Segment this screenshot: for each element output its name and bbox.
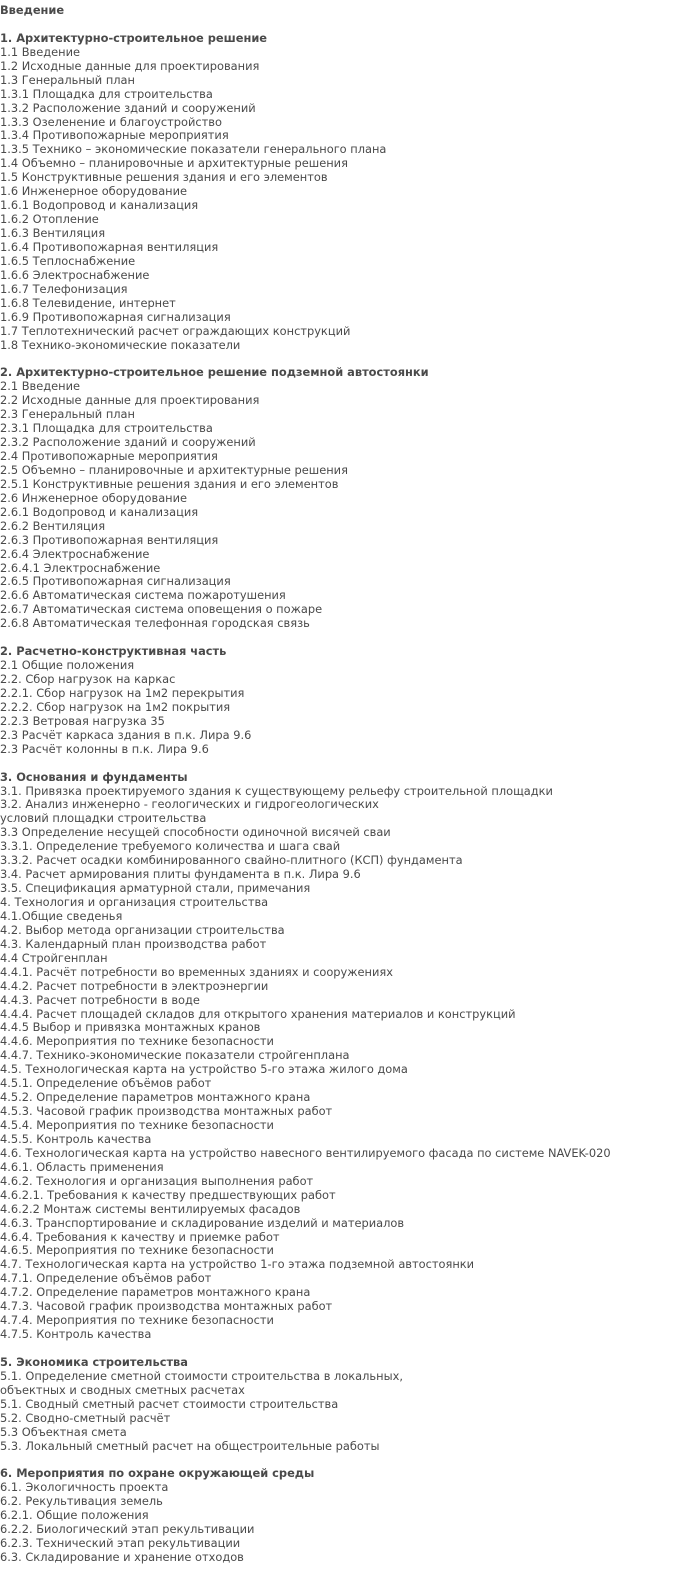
section-heading: 2. Архитектурно-строительное решение подземной автостоянки (0, 365, 429, 380)
toc-entry: 6.2.3. Технический этап рекультивации (0, 1536, 241, 1551)
section-heading: 3. Основания и фундаменты (0, 769, 188, 784)
toc-entry: 2.3.2 Расположение зданий и сооружений (0, 435, 256, 450)
toc-entry: 4.3. Календарный план производства работ (0, 936, 267, 951)
toc-entry: 2.5.1 Конструктивные решения здания и его элементов (0, 476, 339, 491)
toc-entry: 6.3. Складирование и хранение отходов (0, 1550, 244, 1565)
toc-entry: 1.6.2 Отопление (0, 212, 99, 227)
toc-entry: 3.1. Привязка проектируемого здания к существующему рельефу строительной площадки (0, 783, 553, 798)
toc-entry: 2.6.7 Автоматическая система оповещения о пожаре (0, 602, 323, 617)
toc-entry: 2.2.2. Сбор нагрузок на 1м2 покрытия (0, 699, 231, 714)
toc-entry: 6.2.1. Общие положения (0, 1508, 149, 1523)
toc-entry: 4.4.5 Выбор и привязка монтажных кранов (0, 1020, 261, 1035)
toc-entry: 1.3.5 Технико – экономические показатели генерального плана (0, 142, 387, 157)
toc-entry: 2.6.8 Автоматическая телефонная городская связь (0, 616, 310, 631)
section-spacer (0, 1342, 700, 1356)
toc-entry: 4.7.4. Мероприятия по технике безопасности (0, 1313, 274, 1328)
toc-entry: 1.7 Теплотехнический расчет ограждающих конструкций (0, 323, 351, 338)
toc-entry: 2.6.2 Вентиляция (0, 518, 106, 533)
toc-entry: 1.3.1 Площадка для строительства (0, 86, 213, 101)
toc-entry: 5.2. Сводно-сметный расчёт (0, 1410, 171, 1425)
toc-entry: 1.3.2 Расположение зданий и сооружений (0, 100, 256, 115)
toc-entry: 2.3 Расчёт каркаса здания в п.к. Лира 9.6 (0, 727, 252, 742)
toc-entry: 4.5.4. Мероприятия по технике безопасности (0, 1118, 274, 1132)
toc-entry: 5.1. Сводный сметный расчет стоимости строительства (0, 1396, 339, 1411)
toc-entry: 2.2.1. Сбор нагрузок на 1м2 перекрытия (0, 685, 245, 700)
toc-entry: 2.3 Генеральный план (0, 407, 135, 422)
toc-entry: 2.6.3 Противопожарная вентиляция (0, 532, 219, 547)
toc-entry: 2.2. Сбор нагрузок на каркас (0, 672, 176, 686)
toc-entry: 4.6.4. Требования к качеству и приемке работ (0, 1229, 280, 1244)
toc-entry: 1.6.5 Теплоснабжение (0, 253, 136, 268)
toc-entry: 4. Технология и организация строительства (0, 895, 269, 909)
toc-entry: 3.3.2. Расчет осадки комбинированного свайно-плитного (КСП) фундамента (0, 853, 463, 868)
toc-entry: 4.5.5. Контроль качества (0, 1131, 152, 1146)
toc-entry: 6.1. Экологичность проекта (0, 1480, 169, 1495)
section-heading: Введение (0, 3, 65, 17)
toc-entry: 6.2.2. Биологический этап рекультивации (0, 1522, 255, 1537)
toc-entry: 4.5.1. Определение объёмов работ (0, 1076, 212, 1091)
toc-entry: 1.3 Генеральный план (0, 72, 135, 87)
toc-entry: 5.3. Локальный сметный расчет на общестроительные работы (0, 1438, 380, 1453)
toc-entry: 4.6.3. Транспортирование и складирование изделий и материалов (0, 1215, 405, 1230)
section-spacer (0, 352, 700, 366)
toc-entry: 1.4 Объемно – планировочные и архитектурные решения (0, 156, 348, 171)
toc-entry: 2.2.3 Ветровая нагрузка 35 (0, 713, 165, 728)
toc-entry: 1.6.4 Противопожарная вентиляция (0, 239, 219, 254)
toc-entry: 4.6.1. Область применения (0, 1159, 164, 1174)
toc-entry: 1.6.7 Телефонизация (0, 281, 128, 296)
toc-entry: 3.2. Анализ инженерно - геологических и гидрогеологических (0, 797, 379, 812)
toc-entry: 4.7. Технологическая карта на устройство 1-го этажа подземной автостоянки (0, 1257, 475, 1272)
toc-entry: 4.4.4. Расчет площадей складов для открытого хранения материалов и конструкций (0, 1006, 516, 1021)
toc-entry: 1.6.1 Водопровод и канализация (0, 198, 199, 213)
toc-entry: 2.6.4 Электроснабжение (0, 546, 150, 561)
toc-entry: 4.4.6. Мероприятия по технике безопасности (0, 1034, 274, 1049)
toc-entry: 4.7.3. Часовой график производства монтажных работ (0, 1299, 333, 1314)
toc-entry: 4.4.2. Расчет потребности в электроэнергии (0, 978, 269, 993)
toc-entry: 4.7.2. Определение параметров монтажного крана (0, 1285, 311, 1300)
toc-entry: 2.3.1 Площадка для строительства (0, 421, 213, 436)
toc-entry: 6.2. Рекультивация земель (0, 1494, 163, 1509)
toc-entry: 1.6.8 Телевидение, интернет (0, 295, 176, 310)
toc-entry: 1.5 Конструктивные решения здания и его элементов (0, 170, 328, 185)
toc-entry: объектных и сводных сметных расчетах (0, 1382, 245, 1397)
toc-entry: 4.1.Общие сведенья (0, 908, 123, 923)
section-heading: 2. Расчетно-конструктивная часть (0, 644, 227, 659)
section-heading: 6. Мероприятия по охране окружающей среды (0, 1466, 315, 1481)
toc-entry: 1.8 Технико-экономические показатели (0, 337, 241, 352)
toc-entry: 1.1 Введение (0, 44, 81, 59)
section-spacer (0, 631, 700, 645)
toc-entry: 4.6. Технологическая карта на устройство навесного вентилируемого фасада по системе NAVEK-020 (0, 1145, 611, 1160)
toc-entry: 4.6.5. Мероприятия по технике безопасности (0, 1243, 274, 1258)
toc-entry: 5.3 Объектная смета (0, 1424, 127, 1439)
toc-entry: 1.3.3 Озеленение и благоустройство (0, 114, 222, 129)
section-spacer (0, 18, 700, 32)
toc-entry: 4.6.2. Технология и организация выполнения работ (0, 1173, 314, 1188)
section-spacer (0, 757, 700, 771)
toc-entry: 5.1. Определение сметной стоимости строительства в локальных, (0, 1368, 403, 1383)
toc-entry: 1.2 Исходные данные для проектирования (0, 58, 260, 73)
toc-entry: 2.2 Исходные данные для проектирования (0, 393, 260, 408)
toc-entry: 4.4 Стройгенплан (0, 950, 108, 965)
toc-entry: 4.6.2.1. Требования к качеству предшествующих работ (0, 1187, 336, 1202)
toc-entry: 4.2. Выбор метода организации строительства (0, 922, 285, 937)
toc-entry: 2.6 Инженерное оборудование (0, 490, 188, 505)
toc-entry: 2.1 Общие положения (0, 658, 135, 673)
toc-entry: 3.3.1. Определение требуемого количества и шага свай (0, 839, 341, 854)
toc-entry: 1.6.3 Вентиляция (0, 226, 106, 240)
toc-entry: 4.4.1. Расчёт потребности во временных зданиях и сооружениях (0, 964, 393, 979)
toc-entry: 1.6 Инженерное оборудование (0, 184, 188, 199)
toc-entry: 2.4 Противопожарные мероприятия (0, 449, 218, 463)
toc-entry: условий площадки строительства (0, 811, 207, 826)
toc-entry: 2.1 Введение (0, 379, 81, 394)
toc-entry: 3.4. Расчет армирования плиты фундамента в п.к. Лира 9.6 (0, 867, 361, 882)
toc-entry: 2.5 Объемно – планировочные и архитектурные решения (0, 462, 348, 477)
toc-entry: 4.4.7. Технико-экономические показатели стройгенплана (0, 1048, 350, 1063)
toc-entry: 1.6.6 Электроснабжение (0, 267, 150, 282)
toc-entry: 4.7.5. Контроль качества (0, 1327, 152, 1342)
toc-entry: 4.5.2. Определение параметров монтажного крана (0, 1090, 311, 1105)
toc-entry: 4.7.1. Определение объёмов работ (0, 1271, 212, 1286)
section-heading: 5. Экономика строительства (0, 1354, 188, 1369)
toc-entry: 1.3.4 Противопожарные мероприятия (0, 128, 229, 143)
toc-entry: 2.6.6 Автоматическая система пожаротушения (0, 588, 286, 603)
toc-entry: 2.3 Расчёт колонны в п.к. Лира 9.6 (0, 741, 209, 756)
toc-entry: 1.6.9 Противопожарная сигнализация (0, 309, 231, 324)
toc-entry: 3.5. Спецификация арматурной стали, примечания (0, 881, 311, 896)
section-spacer (0, 1454, 700, 1468)
toc-entry: 2.6.4.1 Электроснабжение (0, 560, 161, 575)
toc-entry: 2.6.1 Водопровод и канализация (0, 504, 199, 519)
toc-entry: 3.3 Определение несущей способности одиночной висячей сваи (0, 825, 391, 840)
toc-entry: 4.5. Технологическая карта на устройство 5-го этажа жилого дома (0, 1062, 408, 1077)
toc-entry: 4.5.3. Часовой график производства монтажных работ (0, 1104, 333, 1119)
toc-entry: 2.6.5 Противопожарная сигнализация (0, 574, 231, 589)
section-heading: 1. Архитектурно-строительное решение (0, 30, 268, 45)
toc-entry: 4.4.3. Расчет потребности в воде (0, 992, 200, 1007)
toc-entry: 4.6.2.2 Монтаж системы вентилируемых фасадов (0, 1201, 301, 1216)
